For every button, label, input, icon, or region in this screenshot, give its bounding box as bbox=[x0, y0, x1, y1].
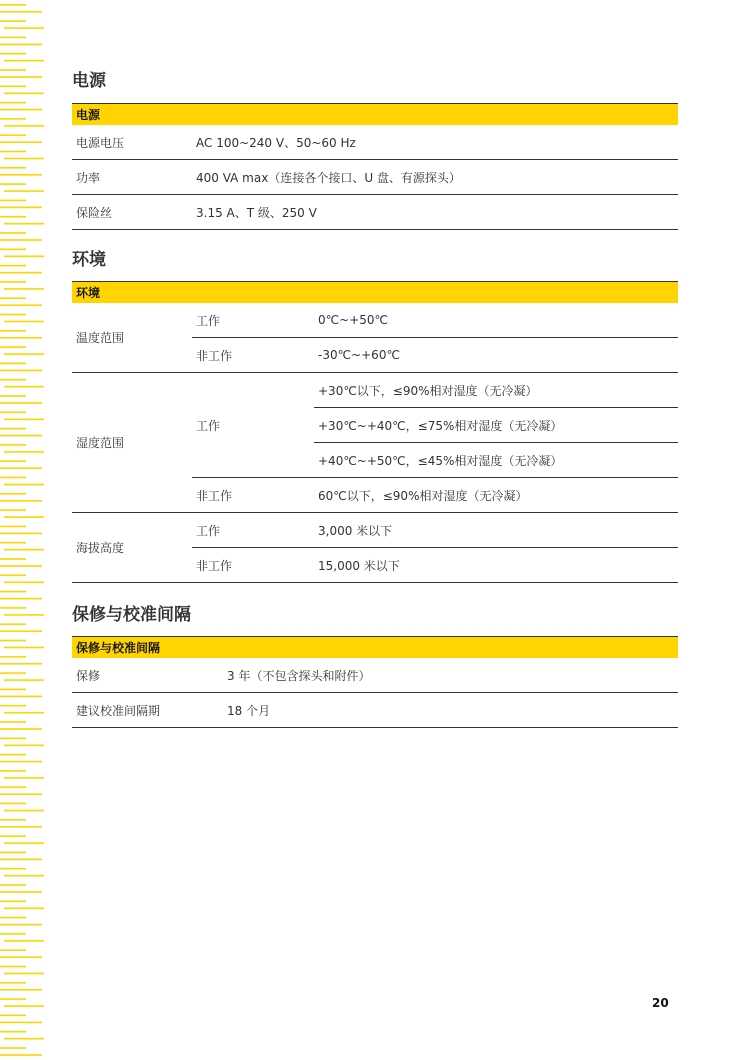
margin-dash bbox=[0, 696, 42, 698]
margin-dash bbox=[0, 53, 26, 55]
table-header-row bbox=[72, 637, 678, 659]
row-value: -30℃~+60℃ bbox=[314, 338, 678, 373]
margin-dash bbox=[0, 141, 42, 143]
margin-dash bbox=[4, 810, 44, 812]
power-table-header: 电源 bbox=[72, 104, 678, 126]
margin-dash bbox=[0, 1047, 26, 1049]
environment-table bbox=[72, 281, 678, 583]
margin-dash bbox=[0, 134, 26, 136]
margin-dash bbox=[0, 672, 26, 674]
margin-dash bbox=[0, 76, 42, 78]
margin-dash bbox=[4, 190, 44, 192]
margin-dash bbox=[0, 819, 26, 821]
margin-dash bbox=[0, 728, 42, 730]
margin-dash bbox=[0, 607, 26, 609]
margin-dash bbox=[4, 549, 44, 551]
condition-label: 非工作 bbox=[192, 548, 314, 583]
margin-dash bbox=[0, 363, 26, 365]
section-title-environment: 环境 bbox=[72, 250, 106, 270]
margin-decoration bbox=[0, 0, 44, 1060]
margin-dash bbox=[0, 859, 42, 861]
margin-dash bbox=[0, 37, 26, 39]
margin-dash bbox=[0, 402, 42, 404]
margin-dash bbox=[4, 353, 44, 355]
table-row bbox=[72, 693, 678, 728]
margin-dash bbox=[4, 256, 44, 258]
table-row bbox=[72, 195, 678, 230]
margin-dash bbox=[0, 467, 42, 469]
margin-dash bbox=[0, 304, 42, 306]
margin-dash bbox=[4, 451, 44, 453]
row-value: 15,000 米以下 bbox=[314, 548, 678, 583]
table-row bbox=[72, 160, 678, 195]
margin-dash bbox=[4, 842, 44, 844]
margin-dash bbox=[0, 395, 26, 397]
table-header-row bbox=[72, 282, 678, 304]
margin-dash bbox=[0, 924, 42, 926]
table-row bbox=[72, 658, 678, 693]
margin-dash bbox=[0, 542, 26, 544]
margin-dash bbox=[0, 623, 26, 625]
row-value: +30℃~+40℃，≤75%相对湿度（无冷凝） bbox=[314, 408, 678, 443]
margin-dash bbox=[4, 516, 44, 518]
margin-dash bbox=[4, 940, 44, 942]
row-label: 保险丝 bbox=[72, 195, 192, 230]
margin-dash bbox=[4, 223, 44, 225]
margin-dash bbox=[0, 86, 26, 88]
margin-dash bbox=[4, 777, 44, 779]
row-value: 60℃以下，≤90%相对湿度（无冷凝） bbox=[314, 478, 678, 513]
warranty-table bbox=[72, 636, 678, 728]
section-title-power: 电源 bbox=[72, 71, 106, 91]
margin-dash bbox=[0, 949, 26, 951]
margin-dash bbox=[0, 705, 26, 707]
margin-dash bbox=[0, 330, 26, 332]
margin-dash bbox=[0, 1022, 42, 1024]
margin-dash bbox=[4, 1038, 44, 1040]
margin-dash bbox=[0, 868, 26, 870]
environment-table-header: 环境 bbox=[72, 282, 678, 304]
row-value: 3.15 A、T 级、250 V bbox=[192, 195, 678, 230]
margin-dash bbox=[0, 337, 42, 339]
margin-dash bbox=[0, 689, 26, 691]
condition-label: 非工作 bbox=[192, 338, 314, 373]
margin-dash bbox=[4, 484, 44, 486]
margin-dash bbox=[0, 428, 26, 430]
margin-dash bbox=[4, 93, 44, 95]
margin-dash bbox=[0, 786, 26, 788]
margin-dash bbox=[0, 852, 26, 854]
row-label: 海拔高度 bbox=[72, 513, 192, 583]
margin-dash bbox=[0, 989, 42, 991]
margin-dash bbox=[0, 754, 26, 756]
margin-dash bbox=[4, 582, 44, 584]
margin-dash bbox=[0, 265, 26, 267]
warranty-table-header: 保修与校准间隔 bbox=[72, 637, 678, 659]
margin-dash bbox=[0, 835, 26, 837]
margin-dash bbox=[4, 419, 44, 421]
margin-dash bbox=[4, 60, 44, 62]
margin-dash bbox=[0, 460, 26, 462]
row-label: 建议校准间隔期 bbox=[72, 693, 223, 728]
margin-dash bbox=[0, 151, 26, 153]
margin-dash bbox=[0, 575, 26, 577]
margin-dash bbox=[4, 321, 44, 323]
margin-dash bbox=[0, 998, 26, 1000]
table-row bbox=[72, 513, 678, 548]
margin-dash bbox=[0, 640, 26, 642]
margin-dash bbox=[0, 346, 26, 348]
row-label: 湿度范围 bbox=[72, 373, 192, 513]
margin-dash bbox=[0, 770, 26, 772]
margin-dash bbox=[4, 125, 44, 127]
margin-dash bbox=[0, 803, 26, 805]
row-value: 0℃~+50℃ bbox=[314, 303, 678, 338]
row-value: 400 VA max（连接各个接口、U 盘、有源探头） bbox=[192, 160, 678, 195]
margin-dash bbox=[0, 956, 42, 958]
margin-dash bbox=[4, 288, 44, 290]
table-row bbox=[72, 303, 678, 338]
margin-dash bbox=[0, 558, 26, 560]
table-header-row bbox=[72, 104, 678, 126]
margin-dash bbox=[0, 917, 26, 919]
margin-dash bbox=[0, 297, 26, 299]
margin-dash bbox=[4, 27, 44, 29]
margin-dash bbox=[0, 526, 26, 528]
margin-dash bbox=[0, 174, 42, 176]
table-row bbox=[72, 373, 678, 408]
margin-dash bbox=[0, 509, 26, 511]
page-number: 20 bbox=[652, 996, 669, 1010]
margin-dash bbox=[0, 444, 26, 446]
margin-dash bbox=[0, 884, 26, 886]
row-value: 3,000 米以下 bbox=[314, 513, 678, 548]
row-label: 保修 bbox=[72, 658, 223, 693]
row-value: +30℃以下，≤90%相对湿度（无冷凝） bbox=[314, 373, 678, 408]
condition-label: 工作 bbox=[192, 513, 314, 548]
row-value: AC 100~240 V、50~60 Hz bbox=[192, 125, 678, 160]
margin-dash bbox=[4, 679, 44, 681]
row-value: +40℃~+50℃，≤45%相对湿度（无冷凝） bbox=[314, 443, 678, 478]
margin-dash bbox=[4, 614, 44, 616]
margin-dash bbox=[0, 102, 26, 104]
margin-dash bbox=[0, 370, 42, 372]
table-row bbox=[72, 125, 678, 160]
margin-dash bbox=[0, 4, 26, 6]
margin-dash bbox=[0, 891, 42, 893]
margin-dash bbox=[0, 272, 42, 274]
margin-dash bbox=[0, 663, 42, 665]
row-label: 温度范围 bbox=[72, 303, 192, 373]
margin-dash bbox=[0, 167, 26, 169]
margin-dash bbox=[0, 200, 26, 202]
condition-label: 非工作 bbox=[192, 478, 314, 513]
margin-dash bbox=[0, 109, 42, 111]
margin-dash bbox=[0, 933, 26, 935]
margin-dash bbox=[4, 908, 44, 910]
margin-dash bbox=[0, 793, 42, 795]
margin-dash bbox=[0, 435, 42, 437]
margin-dash bbox=[0, 314, 26, 316]
margin-dash bbox=[0, 118, 26, 120]
margin-dash bbox=[0, 761, 42, 763]
margin-dash bbox=[4, 386, 44, 388]
margin-dash bbox=[0, 656, 26, 658]
margin-dash bbox=[0, 598, 42, 600]
row-label: 功率 bbox=[72, 160, 192, 195]
margin-dash bbox=[4, 647, 44, 649]
margin-dash bbox=[0, 982, 26, 984]
margin-dash bbox=[0, 249, 26, 251]
margin-dash bbox=[0, 738, 26, 740]
margin-dash bbox=[0, 565, 42, 567]
margin-dash bbox=[0, 591, 26, 593]
row-value: 3 年（不包含探头和附件） bbox=[223, 658, 678, 693]
margin-dash bbox=[0, 1015, 26, 1017]
power-table bbox=[72, 103, 678, 230]
margin-dash bbox=[0, 500, 42, 502]
row-label: 电源电压 bbox=[72, 125, 192, 160]
section-title-warranty: 保修与校准间隔 bbox=[72, 605, 191, 625]
margin-dash bbox=[0, 232, 26, 234]
margin-dash bbox=[0, 966, 26, 968]
margin-dash bbox=[4, 973, 44, 975]
margin-dash bbox=[0, 216, 26, 218]
margin-dash bbox=[0, 412, 26, 414]
margin-dash bbox=[0, 477, 26, 479]
margin-dash bbox=[0, 379, 26, 381]
margin-dash bbox=[0, 533, 42, 535]
margin-dash bbox=[0, 901, 26, 903]
margin-dash bbox=[0, 207, 42, 209]
margin-dash bbox=[0, 721, 26, 723]
margin-dash bbox=[0, 11, 42, 13]
condition-label: 工作 bbox=[192, 303, 314, 338]
margin-dash bbox=[0, 1031, 26, 1033]
margin-dash bbox=[4, 745, 44, 747]
condition-label: 工作 bbox=[192, 373, 314, 478]
margin-dash bbox=[0, 239, 42, 241]
margin-dash bbox=[0, 281, 26, 283]
row-value: 18 个月 bbox=[223, 693, 678, 728]
margin-dash bbox=[0, 183, 26, 185]
margin-dash bbox=[4, 712, 44, 714]
margin-dash bbox=[4, 158, 44, 160]
margin-dash bbox=[0, 69, 26, 71]
margin-dash bbox=[0, 1054, 42, 1056]
margin-dash bbox=[0, 630, 42, 632]
margin-dash bbox=[0, 826, 42, 828]
margin-dash bbox=[4, 1005, 44, 1007]
margin-dash bbox=[0, 493, 26, 495]
margin-dash bbox=[0, 44, 42, 46]
margin-dash bbox=[0, 20, 26, 22]
margin-dash bbox=[4, 875, 44, 877]
